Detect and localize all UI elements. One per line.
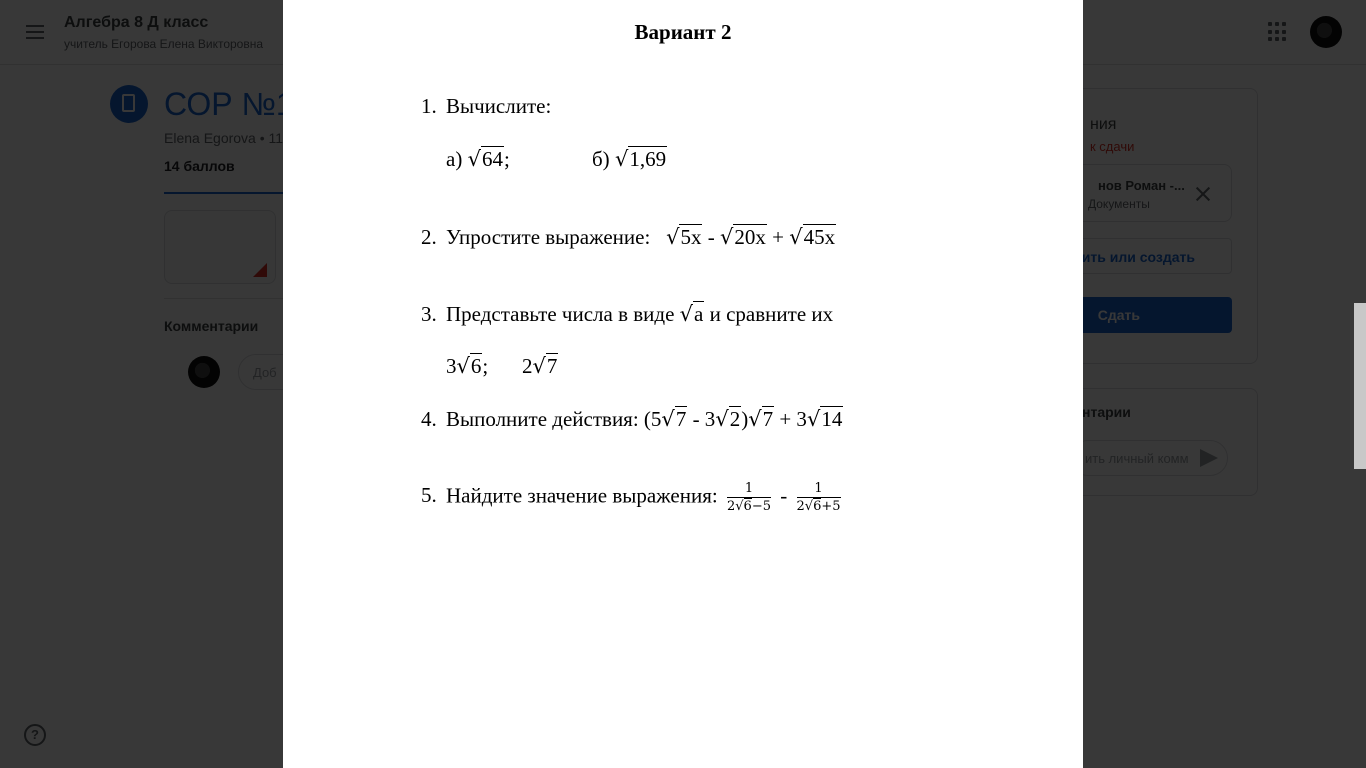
- part-label: а): [446, 147, 463, 171]
- question-5: [421, 481, 845, 514]
- numerator: 1: [797, 481, 841, 498]
- question-1: [421, 94, 551, 119]
- sqrt-expression: √7: [532, 354, 558, 378]
- radicand: 45x: [803, 225, 836, 249]
- coefficient: 2: [522, 354, 533, 378]
- question-text: Вычислите:: [446, 94, 552, 118]
- radicand: 7: [546, 354, 558, 378]
- separator: ;: [503, 147, 510, 171]
- question-text: Найдите значение выражения:: [446, 483, 718, 508]
- den-coef: 2: [796, 499, 805, 514]
- sqrt-expression: √7: [748, 407, 774, 431]
- radicand: 14: [821, 407, 843, 431]
- fraction-2: [797, 481, 841, 514]
- radicand: 64: [481, 147, 503, 171]
- question-text: Выполните действия: (5: [446, 407, 662, 431]
- sqrt-expression: √1,69: [614, 147, 667, 171]
- question-text: Представьте числа в виде: [446, 302, 675, 326]
- document-page: [283, 0, 1083, 768]
- term: + 3: [774, 407, 807, 431]
- denominator: 2√6−5: [726, 499, 771, 514]
- den-term: −5: [751, 499, 771, 514]
- coefficient: 3: [446, 354, 457, 378]
- den-coef: 2: [726, 499, 736, 514]
- radicand: 20x: [734, 225, 766, 249]
- term: - 3: [687, 407, 716, 431]
- scrollbar-thumb[interactable]: [1354, 303, 1366, 469]
- question-number: 5.: [421, 483, 437, 508]
- sqrt-expression: √14: [806, 407, 843, 431]
- question-3-numbers: [446, 354, 488, 379]
- sqrt-expression: √64: [467, 147, 503, 171]
- denominator: 2√6+5: [796, 499, 841, 514]
- question-text: Упростите выражение:: [446, 225, 651, 249]
- part-label: б): [592, 147, 610, 171]
- sqrt-expression: √2: [715, 407, 741, 431]
- question-number: 2.: [421, 225, 437, 249]
- question-number: 3.: [421, 302, 437, 326]
- radicand: 7: [762, 407, 774, 431]
- operator: +: [772, 225, 784, 249]
- separator: ;: [482, 354, 489, 378]
- question-4: [421, 407, 843, 432]
- question-3-number-2: [522, 354, 558, 379]
- sqrt-expression: √7: [661, 407, 687, 431]
- question-number: 1.: [421, 94, 437, 118]
- document-title: Вариант 2: [634, 20, 732, 44]
- sqrt-expression: √20x: [719, 225, 766, 249]
- fraction-1: [727, 481, 771, 514]
- radicand: 5x: [680, 225, 702, 249]
- sqrt-expression: √a: [679, 302, 704, 326]
- question-1-part-a: [446, 147, 510, 172]
- sqrt-expression: √45x: [789, 225, 836, 249]
- radicand: a: [694, 302, 704, 326]
- sqrt-expression: √6: [456, 354, 482, 378]
- question-text-tail: и сравните их: [709, 302, 834, 326]
- operator: -: [707, 225, 715, 249]
- term: ): [741, 407, 749, 431]
- question-3: [421, 302, 833, 327]
- den-radicand: 6: [813, 499, 822, 514]
- den-term: +5: [821, 499, 841, 514]
- question-1-part-b: [592, 147, 667, 172]
- radicand: 1,69: [629, 147, 667, 171]
- numerator: 1: [727, 481, 771, 498]
- sqrt-expression: √5x: [666, 225, 702, 249]
- question-2: [421, 225, 836, 250]
- operator: -: [780, 483, 788, 508]
- den-radicand: 6: [743, 499, 752, 514]
- radicand: 7: [675, 407, 687, 431]
- radicand: 6: [470, 354, 482, 378]
- question-number: 4.: [421, 407, 437, 431]
- radicand: 2: [729, 407, 741, 431]
